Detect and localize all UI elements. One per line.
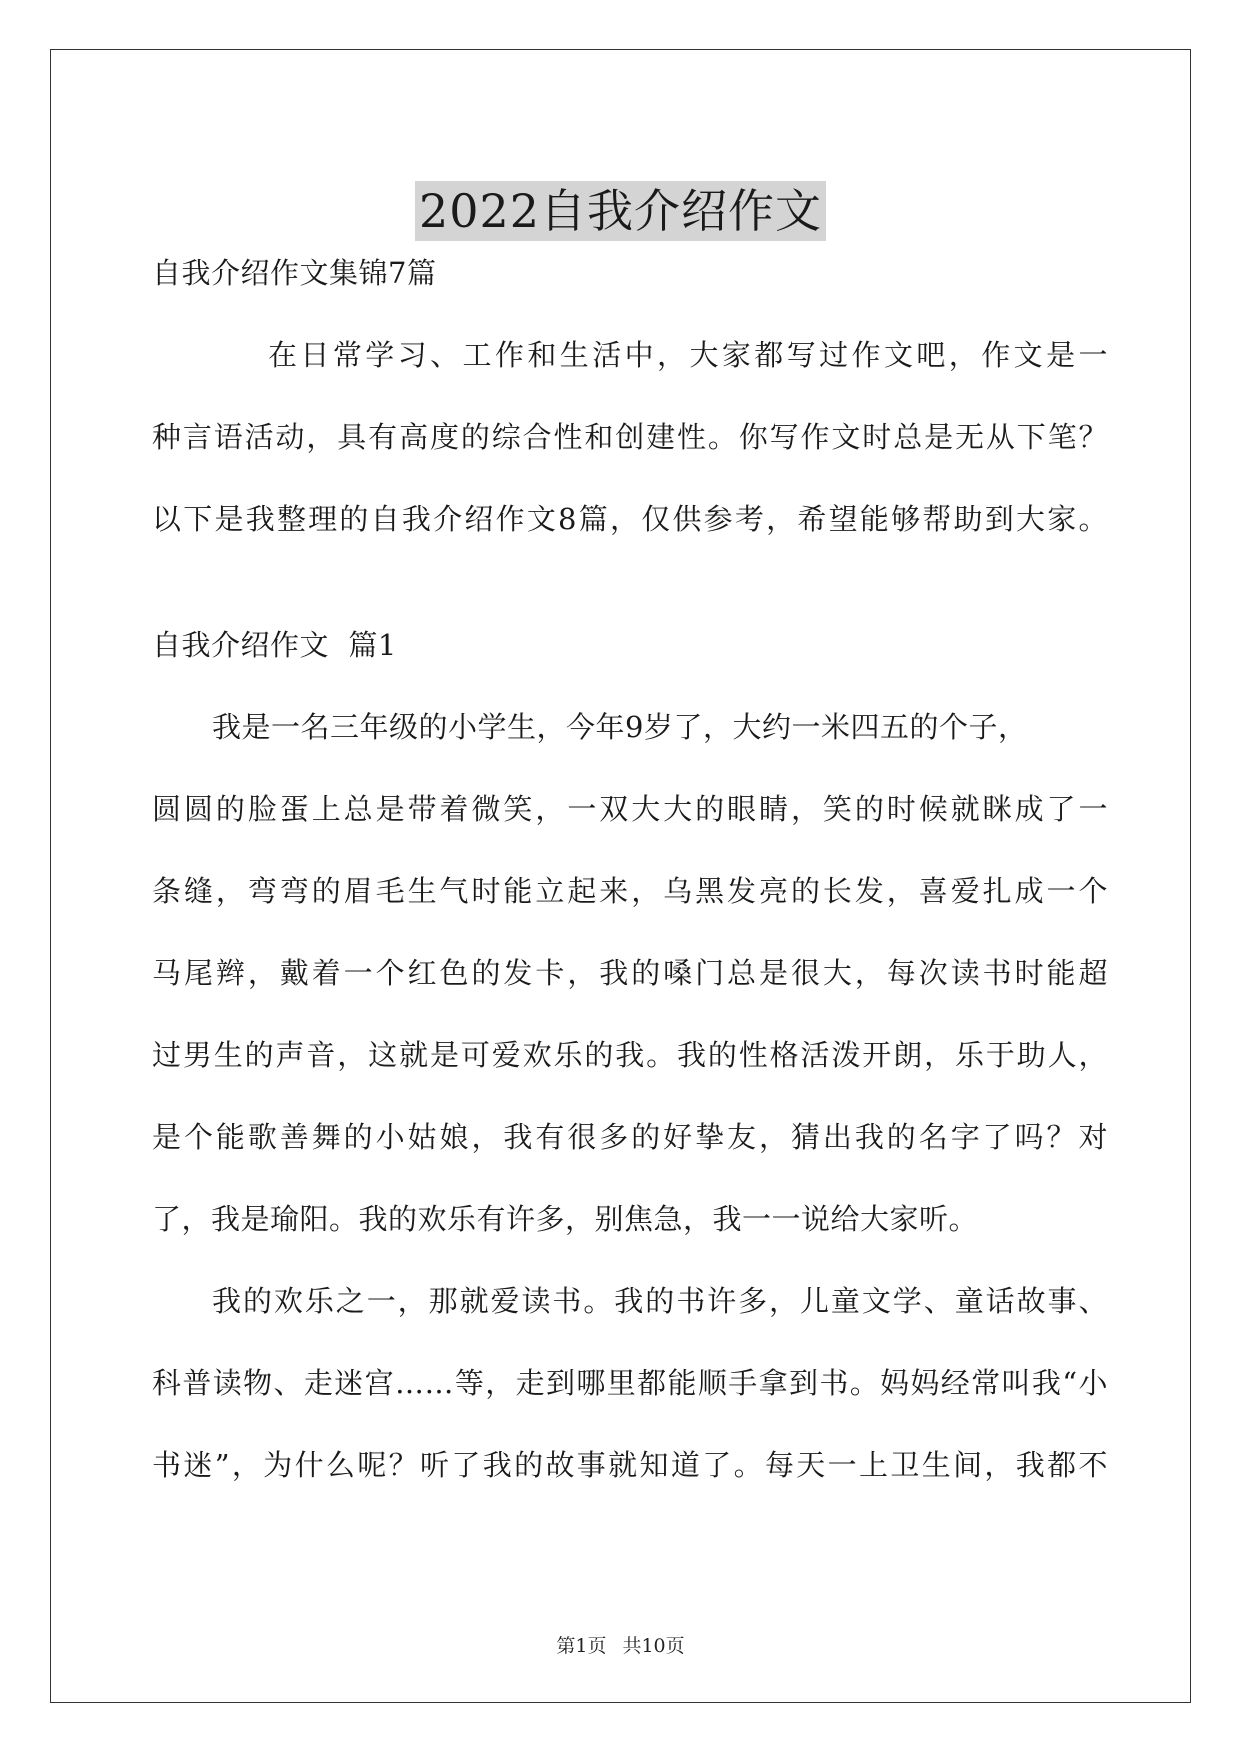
section-heading: 自我介绍作文 篇1 [152,628,397,662]
page-number: 第1页 [556,1635,607,1657]
paragraph-line: 书迷”，为什么呢？听了我的故事就知道了。每天一上卫生间，我都不 [152,1448,1108,1482]
intro-line: 种言语活动，具有高度的综合性和创建性。你写作文时总是无从下笔？ [152,420,1108,454]
title-container [0,150,1241,272]
document-title: 2022自我介绍作文 [415,181,826,241]
intro-line: 以下是我整理的自我介绍作文8篇，仅供参考，希望能够帮助到大家。 [152,502,1108,536]
paragraph-line: 条缝，弯弯的眉毛生气时能立起来，乌黑发亮的长发，喜爱扎成一个 [152,874,1108,908]
page-total: 共10页 [622,1635,685,1657]
page-footer [0,1631,1241,1658]
paragraph-line: 我是一名三年级的小学生，今年9岁了，大约一米四五的个子， [212,710,1028,744]
paragraph-line: 科普读物、走迷宫……等，走到哪里都能顺手拿到书。妈妈经常叫我“小 [152,1366,1108,1400]
paragraph-line: 马尾辫，戴着一个红色的发卡，我的嗓门总是很大，每次读书时能超 [152,956,1108,990]
paragraph-line: 圆圆的脸蛋上总是带着微笑，一双大大的眼睛，笑的时候就眯成了一 [152,792,1108,826]
section-gap [152,586,1108,630]
document-body [152,258,1108,1532]
paragraph-line: 是个能歌善舞的小姑娘，我有很多的好挚友，猜出我的名字了吗？对 [152,1120,1108,1154]
intro-line: 在日常学习、工作和生活中，大家都写过作文吧，作文是一 [268,338,1108,372]
paragraph-line: 我的欢乐之一，那就爱读书。我的书许多，儿童文学、童话故事、 [212,1284,1108,1318]
paragraph-line: 了，我是瑜阳。我的欢乐有许多，别焦急，我一一说给大家听。 [152,1202,979,1236]
document-subtitle: 自我介绍作文集锦7篇 [152,256,437,290]
paragraph-line: 过男生的声音，这就是可爱欢乐的我。我的性格活泼开朗，乐于助人， [152,1038,1108,1072]
